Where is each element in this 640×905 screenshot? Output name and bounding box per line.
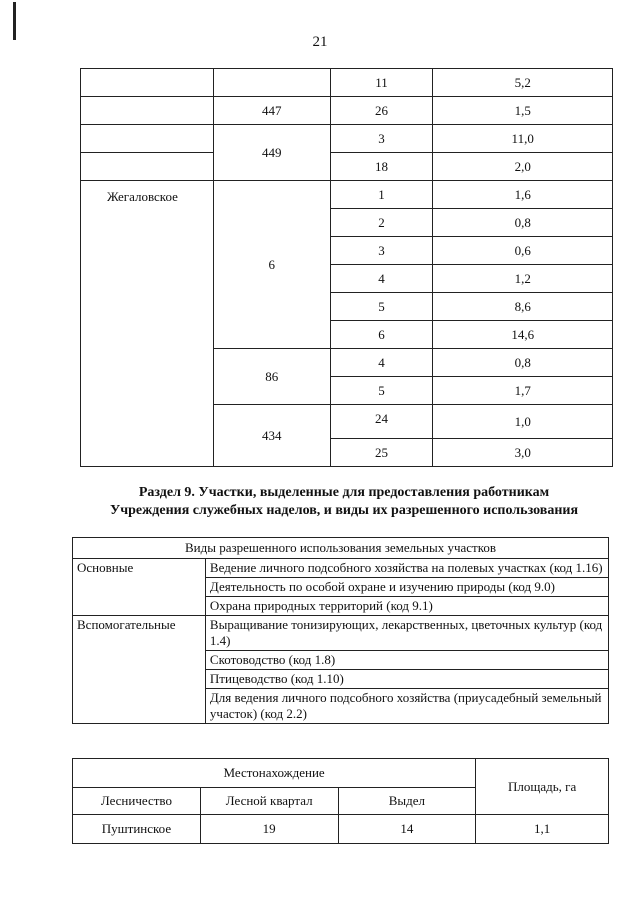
section-title [72,484,616,520]
table-row [81,125,613,153]
quarter-cell: 447 [213,97,330,125]
area-cell: 0,8 [433,209,613,237]
forestry-name: Жегаловское [81,181,214,467]
table-row [81,97,613,125]
use-item: Выращивание тонизирующих, лекарственных, цветочных культур (код 1.4) [205,616,608,651]
area-cell: 1,5 [433,97,613,125]
vydel-cell: 24 [330,405,433,439]
vydel-cell: 6 [330,321,433,349]
quarter-cell: 434 [213,405,330,467]
vydel-cell: 18 [330,153,433,181]
use-item: Деятельность по особой охране и изучению природы (код 9.0) [205,578,608,597]
forestry-header: Лесничество [73,788,201,815]
vydel-cell: 4 [330,349,433,377]
forestry-cell [81,97,214,125]
area-cell: 14,6 [433,321,613,349]
forest-plots-table [80,68,613,467]
area-cell: 2,0 [433,153,613,181]
vydel-cell: 3 [330,237,433,265]
vydel-cell: 4 [330,265,433,293]
area-cell: 1,7 [433,377,613,405]
area-cell: 3,0 [433,439,613,467]
permitted-uses-table [72,537,609,724]
page-number: 21 [312,34,328,50]
vydel-cell: 1 [330,181,433,209]
area-cell: 8,6 [433,293,613,321]
quarter-cell: 6 [213,181,330,349]
vydel-cell: 25 [330,439,433,467]
area-cell: 1,1 [476,815,609,844]
use-item: Ведение личного подсобного хозяйства на полевых участках (код 1.16) [205,559,608,578]
table-row [81,153,613,181]
category-label: Основные [73,559,206,616]
table-row [73,815,609,844]
use-item: Птицеводство (код 1.10) [205,670,608,689]
table-row [73,616,609,651]
table-header: Виды разрешенного использования земельных участков [73,538,609,559]
quarter-cell [213,69,330,97]
table-row [81,181,613,209]
forestry-cell: Пуштинское [73,815,201,844]
area-cell: 1,0 [433,405,613,439]
quarter-header: Лесной квартал [200,788,338,815]
vydel-cell: 3 [330,125,433,153]
table-row [81,69,613,97]
use-item: Охрана природных территорий (код 9.1) [205,597,608,616]
use-item: Для ведения личного подсобного хозяйства (приусадебный земельный участок) (код 2.2) [205,689,608,724]
area-cell: 0,8 [433,349,613,377]
area-cell: 11,0 [433,125,613,153]
forestry-cell [81,125,214,153]
section-title-line: Раздел 9. Участки, выделенные для предоставления работникам [138,485,550,500]
forestry-cell [81,153,214,181]
area-cell: 5,2 [433,69,613,97]
location-table [72,758,609,844]
vydel-cell: 2 [330,209,433,237]
vydel-cell: 5 [330,293,433,321]
quarter-cell: 86 [213,349,330,405]
location-header: Местонахождение [73,759,476,788]
table-header-row [73,538,609,559]
quarter-cell: 19 [200,815,338,844]
area-cell: 0,6 [433,237,613,265]
use-item: Скотоводство (код 1.8) [205,651,608,670]
category-label: Вспомогательные [73,616,206,724]
vydel-header: Выдел [338,788,476,815]
area-header: Площадь, га [476,759,609,815]
quarter-cell: 449 [213,125,330,181]
table-header-row [73,759,609,788]
area-cell: 1,2 [433,265,613,293]
vydel-cell: 14 [338,815,476,844]
vydel-cell: 11 [330,69,433,97]
area-cell: 1,6 [433,181,613,209]
forestry-cell [81,69,214,97]
section-title-line: Учреждения служебных наделов, и виды их разрешенного использования [109,503,579,518]
table-row [73,559,609,578]
vydel-cell: 5 [330,377,433,405]
vydel-cell: 26 [330,97,433,125]
